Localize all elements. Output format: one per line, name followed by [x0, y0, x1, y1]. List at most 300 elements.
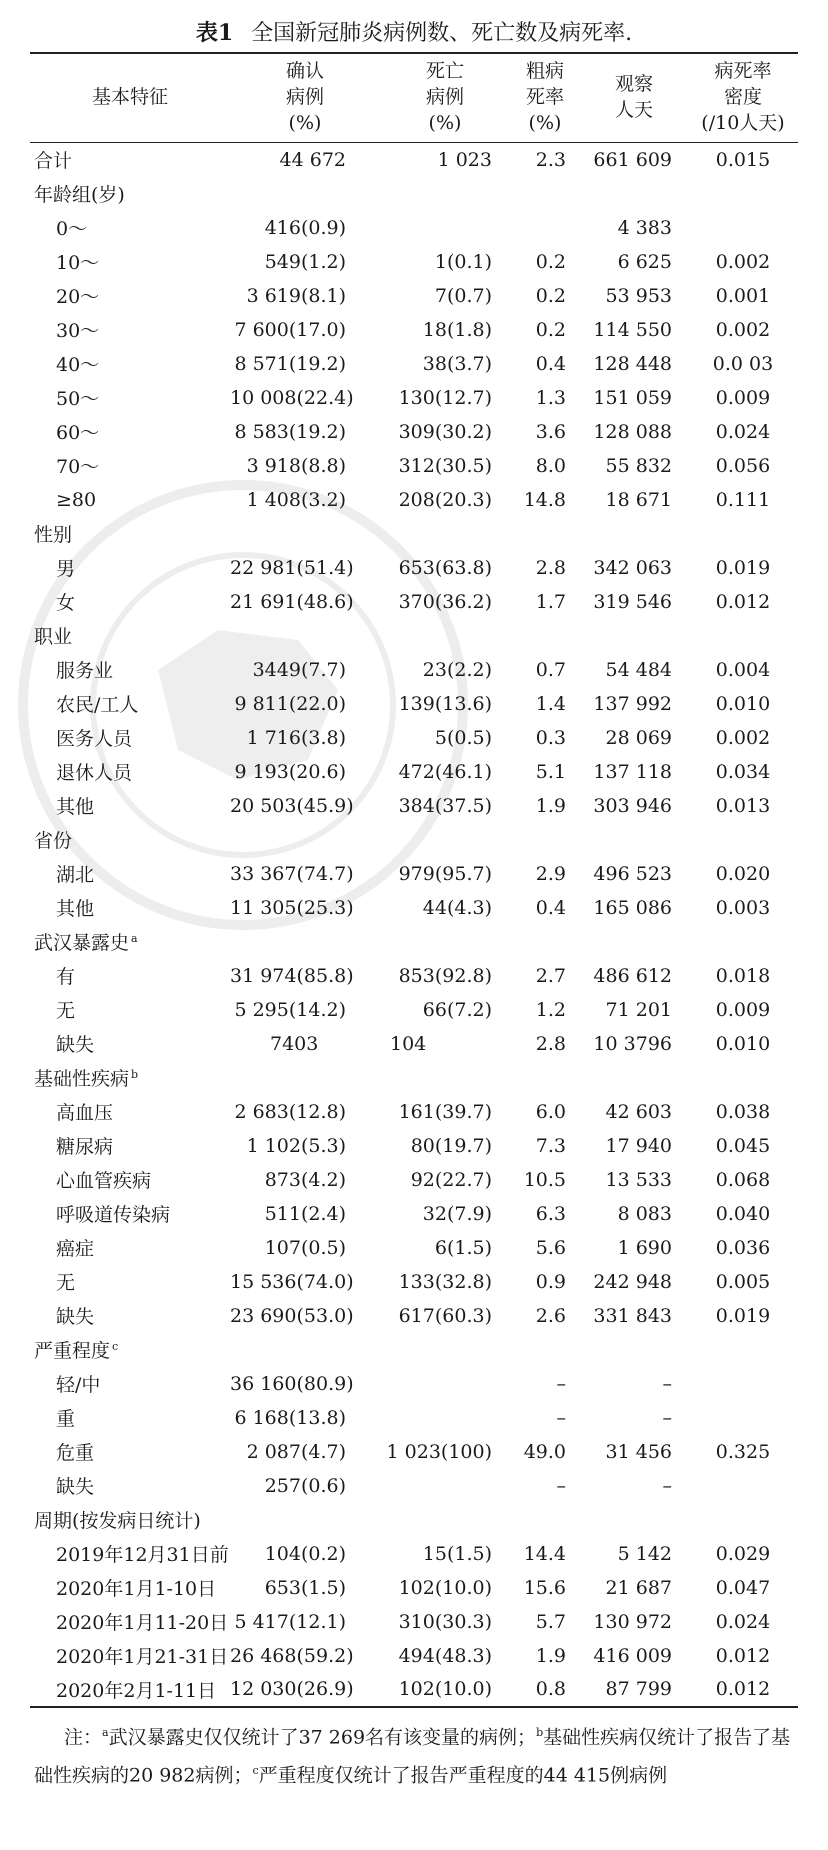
cell-c2: 3 619(8.1): [246, 284, 346, 307]
row-label-text: 湖北: [56, 864, 95, 886]
cell-c2: 33 367(74.7): [230, 862, 354, 885]
data-table: [30, 52, 798, 1708]
row-label-text: 重: [56, 1408, 76, 1430]
cell-c5: 342 063: [593, 556, 672, 579]
table-row: [30, 789, 798, 823]
cell-c2: 1 716(3.8): [246, 726, 346, 749]
table-label: 表1: [195, 20, 234, 46]
cell-c2: 416(0.9): [264, 216, 346, 239]
cell-c5: 21 687: [605, 1576, 672, 1599]
cell-c2: [230, 517, 380, 551]
cell-c5: [580, 925, 688, 959]
cell-c2: 31 974(85.8): [230, 964, 354, 987]
footnote-marker: b: [131, 1067, 139, 1081]
row-label-text: 癌症: [56, 1238, 95, 1260]
row-label-text: 呼吸道传染病: [56, 1204, 171, 1226]
cell-c2: 549(1.2): [264, 250, 346, 273]
row-label-text: 农民/工人: [56, 694, 139, 716]
table-caption: [30, 14, 798, 52]
cell-c5: 1 690: [617, 1236, 672, 1259]
cell-c4: 2.9: [535, 862, 566, 885]
row-label-text: 年龄组(岁): [34, 184, 125, 206]
table-row: [30, 1401, 798, 1435]
cell-c6: 0.019: [715, 556, 771, 579]
row-item-label: [30, 1605, 230, 1639]
cell-c4: 6.3: [535, 1202, 566, 1225]
cell-c2: 20 503(45.9): [230, 794, 354, 817]
row-item-label: [30, 993, 230, 1027]
row-item-label: [30, 653, 230, 687]
cell-c4: 49.0: [523, 1440, 566, 1463]
row-item-label: [30, 381, 230, 415]
cell-c6: 0.111: [715, 488, 771, 511]
row-label-text: 缺失: [56, 1034, 95, 1056]
cell-c4: 2.7: [535, 964, 566, 987]
cell-c3: [380, 1367, 510, 1401]
cell-c4: –: [556, 1372, 566, 1395]
cell-c3: 494(48.3): [398, 1644, 492, 1667]
cell-c6: [688, 211, 798, 245]
cell-c4: 5.7: [535, 1610, 566, 1633]
cell-c4: 15.6: [523, 1576, 566, 1599]
header-cell: 观察 人天: [614, 73, 653, 121]
row-label-text: 省份: [34, 830, 73, 852]
cell-c5: 416 009: [593, 1644, 672, 1667]
row-label-text: 2019年12月31日前: [56, 1544, 229, 1566]
table-row: [30, 313, 798, 347]
cell-c2: 257(0.6): [264, 1474, 346, 1497]
row-label-text: 男: [56, 558, 76, 580]
cell-c2: 2 087(4.7): [246, 1440, 346, 1463]
table-row: [30, 245, 798, 279]
cell-c5: [580, 177, 688, 211]
cell-c5: 4 383: [617, 216, 672, 239]
cell-c2: 23 690(53.0): [230, 1304, 354, 1327]
cell-c2: 8 571(19.2): [234, 352, 346, 375]
cell-c4: 1.7: [535, 590, 566, 613]
cell-c3: 133(32.8): [398, 1270, 492, 1293]
cell-c5: 486 612: [593, 964, 672, 987]
cell-c5: 5 142: [617, 1542, 672, 1565]
cell-c4: 5.1: [535, 760, 566, 783]
cell-c3: [380, 823, 510, 857]
cell-c6: [688, 1401, 798, 1435]
cell-c5: 31 456: [605, 1440, 672, 1463]
footnote-marker: a: [131, 931, 138, 945]
cell-c3: [380, 1061, 510, 1095]
cell-c6: 0.056: [715, 454, 771, 477]
cell-c3: 5(0.5): [434, 726, 492, 749]
cell-c2: 9 193(20.6): [234, 760, 346, 783]
cell-c3: [380, 1503, 510, 1537]
cell-c3: 32(7.9): [422, 1202, 492, 1225]
row-label-text: 退休人员: [56, 762, 133, 784]
cell-c4: [510, 1503, 580, 1537]
table-row: [30, 653, 798, 687]
table-row: [30, 177, 798, 211]
cell-c6: 0.045: [715, 1134, 771, 1157]
cell-c5: 242 948: [593, 1270, 672, 1293]
table-row: [30, 857, 798, 891]
cell-c3: 617(60.3): [398, 1304, 492, 1327]
cell-c3: 310(30.3): [398, 1610, 492, 1633]
cell-c6: 0.002: [715, 250, 771, 273]
cell-c4: 2.8: [535, 556, 566, 579]
row-label-text: 40～: [56, 354, 100, 376]
cell-c5: [580, 1061, 688, 1095]
cell-c2: [230, 925, 380, 959]
cell-c5: 661 609: [593, 148, 672, 171]
cell-c2: 1 408(3.2): [246, 488, 346, 511]
row-label-text: 60～: [56, 422, 100, 444]
row-item-label: [30, 1197, 230, 1231]
cell-c6: 0.009: [715, 386, 771, 409]
cell-c3: 139(13.6): [398, 692, 492, 715]
cell-c5: 496 523: [593, 862, 672, 885]
cell-c3: 1(0.1): [434, 250, 492, 273]
row-item-label: [30, 1469, 230, 1503]
cell-c5: –: [662, 1372, 672, 1395]
table-row: [30, 585, 798, 619]
cell-c6: [688, 177, 798, 211]
table-row: [30, 1503, 798, 1537]
cell-c2: 7403: [270, 1032, 319, 1055]
table-row: [30, 1435, 798, 1469]
table-row: [30, 687, 798, 721]
header-cell: 基本特征: [91, 86, 168, 108]
cell-c3: 370(36.2): [398, 590, 492, 613]
cell-c3: [380, 211, 510, 245]
cell-c4: 6.0: [535, 1100, 566, 1123]
cell-c4: [510, 517, 580, 551]
cell-c4: 14.4: [523, 1542, 566, 1565]
cell-c6: 0.024: [715, 1610, 771, 1633]
cell-c5: 137 992: [593, 692, 672, 715]
cell-c5: 18 671: [605, 488, 672, 511]
row-item-label: [30, 1095, 230, 1129]
table-header-row: [30, 53, 798, 143]
cell-c4: [510, 823, 580, 857]
row-group-label: [30, 1333, 230, 1367]
cell-c4: –: [556, 1474, 566, 1497]
row-group-label: [30, 143, 230, 177]
cell-c5: 53 953: [605, 284, 672, 307]
row-item-label: [30, 1401, 230, 1435]
cell-c4: 1.2: [535, 998, 566, 1021]
cell-c6: [688, 619, 798, 653]
row-group-label: [30, 1061, 230, 1095]
cell-c2: 653(1.5): [264, 1576, 346, 1599]
row-item-label: [30, 789, 230, 823]
cell-c6: 0.013: [715, 794, 771, 817]
cell-c5: [580, 1333, 688, 1367]
note-mark-c: c: [252, 1763, 259, 1777]
cell-c6: [688, 1333, 798, 1367]
table-row: [30, 551, 798, 585]
row-label-text: 性别: [34, 524, 73, 546]
header-cell: 病死率 密度 (/10人天): [701, 60, 785, 134]
cell-c4: –: [556, 1406, 566, 1429]
cell-c2: 511(2.4): [264, 1202, 346, 1225]
cell-c3: 102(10.0): [398, 1678, 492, 1700]
cell-c6: 0.040: [715, 1202, 771, 1225]
cell-c3: [380, 1401, 510, 1435]
cell-c3: [380, 1333, 510, 1367]
cell-c4: 0.2: [535, 284, 566, 307]
row-group-label: [30, 177, 230, 211]
cell-c3: 130(12.7): [398, 386, 492, 409]
cell-c3: 161(39.7): [398, 1100, 492, 1123]
cell-c4: [510, 1333, 580, 1367]
cell-c2: [230, 177, 380, 211]
row-item-label: [30, 415, 230, 449]
cell-c6: 0.038: [715, 1100, 771, 1123]
cell-c3: 66(7.2): [422, 998, 492, 1021]
row-label-text: ≥80: [56, 488, 97, 511]
row-label-text: 0～: [56, 218, 88, 240]
row-label-text: 2020年2月1-11日: [56, 1679, 217, 1702]
cell-c4: 0.4: [535, 896, 566, 919]
cell-c6: [688, 517, 798, 551]
cell-c6: 0.034: [715, 760, 771, 783]
row-item-label: [30, 1367, 230, 1401]
cell-c6: 0.020: [715, 862, 771, 885]
table-row: [30, 1163, 798, 1197]
cell-c6: 0.012: [715, 1644, 771, 1667]
cell-c6: 0.018: [715, 964, 771, 987]
cell-c2: 5 417(12.1): [234, 1610, 346, 1633]
row-group-label: [30, 1503, 230, 1537]
table-row: [30, 891, 798, 925]
cell-c4: 2.3: [535, 148, 566, 171]
header-cell: 确认 病例 (%): [285, 60, 324, 134]
table-title: 全国新冠肺炎病例数、死亡数及病死率.: [251, 21, 633, 46]
row-label-text: 女: [56, 592, 76, 614]
cell-c5: 165 086: [593, 896, 672, 919]
cell-c6: 0.024: [715, 420, 771, 443]
table-row: [30, 1639, 798, 1673]
row-item-label: [30, 551, 230, 585]
row-item-label: [30, 1027, 230, 1061]
cell-c2: 44 672: [279, 148, 346, 171]
row-item-label: [30, 1435, 230, 1469]
cell-c4: 5.6: [535, 1236, 566, 1259]
row-label-text: 有: [56, 966, 76, 988]
note-mark-a: a: [102, 1725, 109, 1739]
cell-c6: 0.009: [715, 998, 771, 1021]
row-label-text: 缺失: [56, 1306, 95, 1328]
cell-c2: 3 918(8.8): [246, 454, 346, 477]
cell-c5: 8 083: [617, 1202, 672, 1225]
cell-c5: –: [662, 1406, 672, 1429]
cell-c2: [230, 1333, 380, 1367]
row-label-text: 2020年1月1-10日: [56, 1578, 217, 1600]
cell-c6: 0.004: [715, 658, 771, 681]
row-group-label: [30, 823, 230, 857]
table-row: [30, 1231, 798, 1265]
cell-c2: 2 683(12.8): [234, 1100, 346, 1123]
cell-c2: 26 468(59.2): [230, 1644, 354, 1667]
cell-c6: 0.325: [715, 1440, 771, 1463]
row-item-label: [30, 1537, 230, 1571]
cell-c4: [510, 1061, 580, 1095]
table-row: [30, 1333, 798, 1367]
cell-c6: [688, 1503, 798, 1537]
row-item-label: [30, 1673, 230, 1707]
cell-c3: 23(2.2): [422, 658, 492, 681]
cell-c4: 3.6: [535, 420, 566, 443]
cell-c4: 0.2: [535, 250, 566, 273]
table-row: [30, 1299, 798, 1333]
row-label-text: 周期(按发病日统计): [34, 1510, 201, 1532]
table-row: [30, 1027, 798, 1061]
cell-c6: 0.002: [715, 726, 771, 749]
cell-c3: 472(46.1): [398, 760, 492, 783]
cell-c3: 1 023: [437, 148, 492, 171]
row-label-text: 缺失: [56, 1476, 95, 1498]
row-group-label: [30, 517, 230, 551]
row-item-label: [30, 279, 230, 313]
row-label-text: 糖尿病: [56, 1136, 114, 1158]
cell-c4: 1.9: [535, 1644, 566, 1667]
cell-c3: [380, 177, 510, 211]
row-item-label: [30, 755, 230, 789]
cell-c5: [580, 517, 688, 551]
cell-c3: 6(1.5): [434, 1236, 492, 1259]
cell-c5: [580, 823, 688, 857]
cell-c3: 312(30.5): [398, 454, 492, 477]
cell-c5: 128 088: [593, 420, 672, 443]
note-mark-b: b: [536, 1725, 544, 1739]
table-body: [30, 143, 798, 1707]
header-cell: 粗病 死率 (%): [525, 60, 564, 134]
row-label-text: 50～: [56, 388, 100, 410]
cell-c5: 55 832: [605, 454, 672, 477]
cell-c4: 0.4: [535, 352, 566, 375]
row-label-text: 70～: [56, 456, 100, 478]
row-label-text: 10～: [56, 252, 100, 274]
cell-c3: [380, 1469, 510, 1503]
row-item-label: [30, 211, 230, 245]
cell-c6: 0.002: [715, 318, 771, 341]
row-label-text: 2020年1月21-31日: [56, 1646, 229, 1668]
cell-c5: 303 946: [593, 794, 672, 817]
table-row: [30, 279, 798, 313]
table-row: [30, 415, 798, 449]
cell-c6: 0.003: [715, 896, 771, 919]
cell-c2: 21 691(48.6): [230, 590, 354, 613]
cell-c6: 0.012: [715, 590, 771, 613]
row-label-text: 20～: [56, 286, 100, 308]
table-row: [30, 1061, 798, 1095]
note-text-a: 武汉暴露史仅仅统计了37 269名有该变量的病例；: [108, 1725, 537, 1748]
row-label-text: 职业: [34, 626, 73, 648]
row-label-text: 无: [56, 1272, 76, 1294]
table-row: [30, 1469, 798, 1503]
table-row: [30, 1197, 798, 1231]
table-row: [30, 823, 798, 857]
cell-c2: 10 008(22.4): [230, 386, 354, 409]
cell-c2: [230, 1061, 380, 1095]
note-text-c: 严重程度仅统计了报告严重程度的44 415例病例: [258, 1764, 668, 1787]
row-label-text: 30～: [56, 320, 100, 342]
cell-c5: 71 201: [605, 998, 672, 1021]
cell-c6: 0.005: [715, 1270, 771, 1293]
row-label-text: 无: [56, 1000, 76, 1022]
cell-c2: 107(0.5): [264, 1236, 346, 1259]
cell-c5: 114 550: [593, 318, 672, 341]
cell-c5: 331 843: [593, 1304, 672, 1327]
cell-c4: 8.0: [535, 454, 566, 477]
cell-c4: 2.6: [535, 1304, 566, 1327]
table-row: [30, 347, 798, 381]
table-row: [30, 1571, 798, 1605]
cell-c4: 10.5: [523, 1168, 566, 1191]
cell-c5: 151 059: [593, 386, 672, 409]
cell-c4: [510, 211, 580, 245]
table-row: [30, 1673, 798, 1707]
row-item-label: [30, 313, 230, 347]
cell-c2: 873(4.2): [264, 1168, 346, 1191]
row-item-label: [30, 1163, 230, 1197]
row-label-text: 严重程度: [34, 1340, 111, 1362]
table-row: [30, 211, 798, 245]
row-item-label: [30, 1571, 230, 1605]
row-item-label: [30, 687, 230, 721]
cell-c5: 13 533: [605, 1168, 672, 1191]
cell-c4: 1.9: [535, 794, 566, 817]
header-cell: 死亡 病例 (%): [425, 60, 464, 134]
cell-c4: 0.8: [535, 1678, 566, 1700]
cell-c3: 1 023(100): [386, 1440, 492, 1463]
cell-c3: [380, 517, 510, 551]
cell-c5: 10 3796: [593, 1032, 672, 1055]
table-row: [30, 1265, 798, 1299]
document-page: [30, 14, 798, 1792]
row-label-text: 其他: [56, 796, 95, 818]
table-row: [30, 1537, 798, 1571]
cell-c4: 0.2: [535, 318, 566, 341]
cell-c2: 15 536(74.0): [230, 1270, 354, 1293]
table-row: [30, 143, 798, 177]
cell-c6: 0.010: [715, 1032, 771, 1055]
cell-c5: 54 484: [605, 658, 672, 681]
cell-c2: 9 811(22.0): [234, 692, 346, 715]
cell-c3: 44(4.3): [422, 896, 492, 919]
table-row: [30, 755, 798, 789]
cell-c5: [580, 1503, 688, 1537]
cell-c5: 130 972: [593, 1610, 672, 1633]
row-item-label: [30, 1639, 230, 1673]
cell-c5: 87 799: [605, 1678, 672, 1700]
cell-c3: [380, 925, 510, 959]
cell-c2: 7 600(17.0): [234, 318, 346, 341]
cell-c5: 137 118: [593, 760, 672, 783]
cell-c2: 6 168(13.8): [234, 1406, 346, 1429]
cell-c5: 17 940: [605, 1134, 672, 1157]
cell-c6: [688, 823, 798, 857]
note-text-b: 基础性疾病仅统计了报告了基础性疾病的20 982病例；: [34, 1725, 791, 1787]
row-label-text: 轻/中: [56, 1374, 101, 1396]
table-row: [30, 619, 798, 653]
cell-c3: [380, 619, 510, 653]
cell-c3: 853(92.8): [398, 964, 492, 987]
cell-c6: 0.019: [715, 1304, 771, 1327]
row-label-text: 高血压: [56, 1102, 114, 1124]
row-item-label: [30, 1129, 230, 1163]
row-item-label: [30, 1299, 230, 1333]
cell-c2: 3449(7.7): [252, 658, 346, 681]
